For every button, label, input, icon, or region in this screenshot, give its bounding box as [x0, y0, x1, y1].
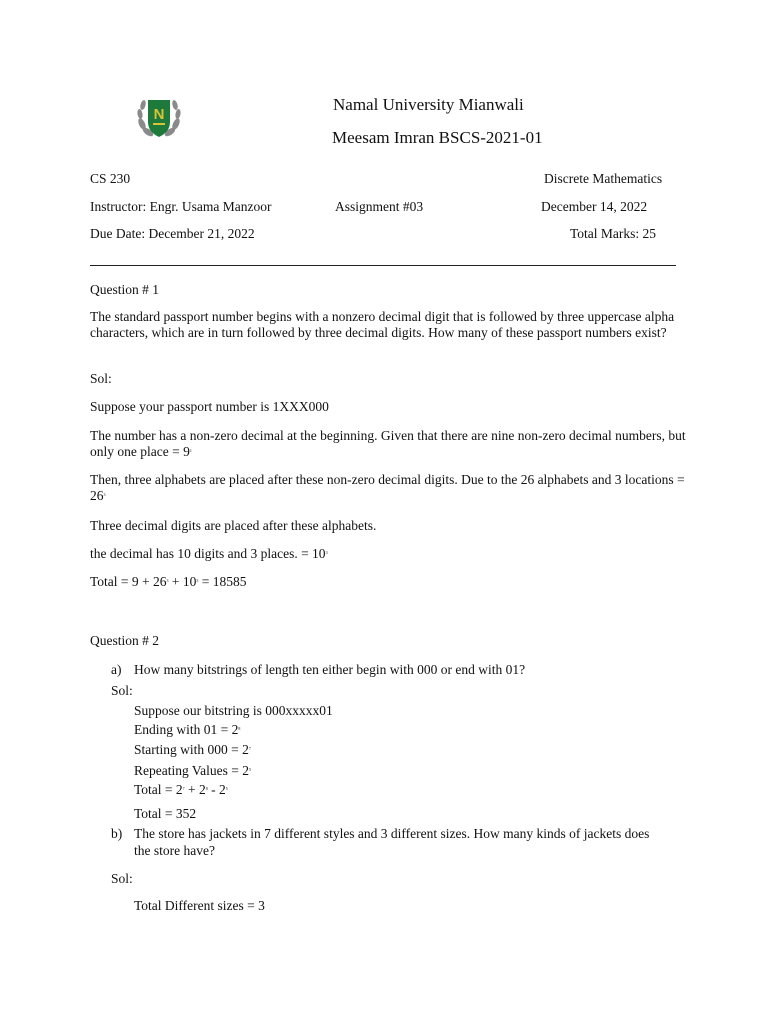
question-1-step-4: the decimal has 10 digits and 3 places. = $10^3$: [90, 546, 328, 561]
assignment-number: Assignment #03: [335, 199, 424, 214]
university-name: Namal University Mianwali: [333, 95, 524, 114]
question-2a-suppose: Suppose our bitstring is 000xxxxx01: [134, 703, 333, 718]
question-2a-total-formula: Total = $2^7 + 2^8 - 2^5$: [134, 782, 228, 797]
total-marks: Total Marks: 25: [570, 226, 657, 241]
question-2b-text-line-2: the store have?: [134, 843, 215, 858]
university-logo: [134, 94, 184, 142]
question-2a-starting: Starting with $000 = 2^7$: [134, 742, 251, 757]
question-1-sol-label: Sol:: [90, 371, 112, 386]
course-name: Discrete Mathematics: [544, 171, 663, 186]
question-2a-repeating: Repeating Values = $2^5$: [134, 763, 251, 778]
question-1-total: Total = $9 + 26^3 + 10^3 = 18585$: [90, 574, 247, 589]
question-2b-sol-label: Sol:: [111, 871, 133, 886]
question-1-step-3: Three decimal digits are placed after these alphabets.: [90, 518, 377, 533]
question-2b-sizes: Total Different sizes = 3: [134, 898, 265, 913]
question-1-heading: Question # 1: [90, 282, 159, 297]
question-1-statement: The standard passport number begins with a nonzero decimal digit that is followed by three uppercase alpha characters, which are in turn followed by three decimal digits. How many of these passport numbers exist?: [90, 309, 675, 340]
assignment-date: December 14, 2022: [541, 199, 648, 214]
svg-text:N: N: [153, 106, 165, 123]
question-1-step-2: Then, three alphabets are placed after these non-zero decimal digits. Due to the 26 alphabets and 3 locations = $26^3$: [90, 472, 685, 503]
course-code: CS 230: [90, 171, 131, 186]
due-date: Due Date: December 21, 2022: [90, 226, 255, 241]
header-divider: [90, 265, 676, 266]
question-2a-ending: Ending with $01 = 2^8$: [134, 722, 241, 737]
question-2a-total: Total = 352: [134, 806, 197, 821]
question-2b-text-line-1: The store has jackets in 7 different styles and 3 different sizes. How many kinds of jackets does: [134, 826, 650, 841]
question-2a-text: How many bitstrings of length ten either begin with 000 or end with 01?: [134, 662, 526, 677]
question-2b-marker: b): [111, 826, 123, 841]
student-name: Meesam Imran BSCS-2021-01: [332, 128, 543, 147]
question-2a-marker: a): [111, 662, 122, 677]
question-2a-sol-label: Sol:: [111, 683, 133, 698]
question-2-heading: Question # 2: [90, 633, 159, 648]
question-1-suppose: Suppose your passport number is 1XXX000: [90, 399, 329, 414]
instructor: Instructor: Engr. Usama Manzoor: [90, 199, 272, 214]
question-1-step-1: The number has a non-zero decimal at the beginning. Given that there are nine non-zero decimal numbers, but only one place = $9^1$: [90, 428, 686, 459]
